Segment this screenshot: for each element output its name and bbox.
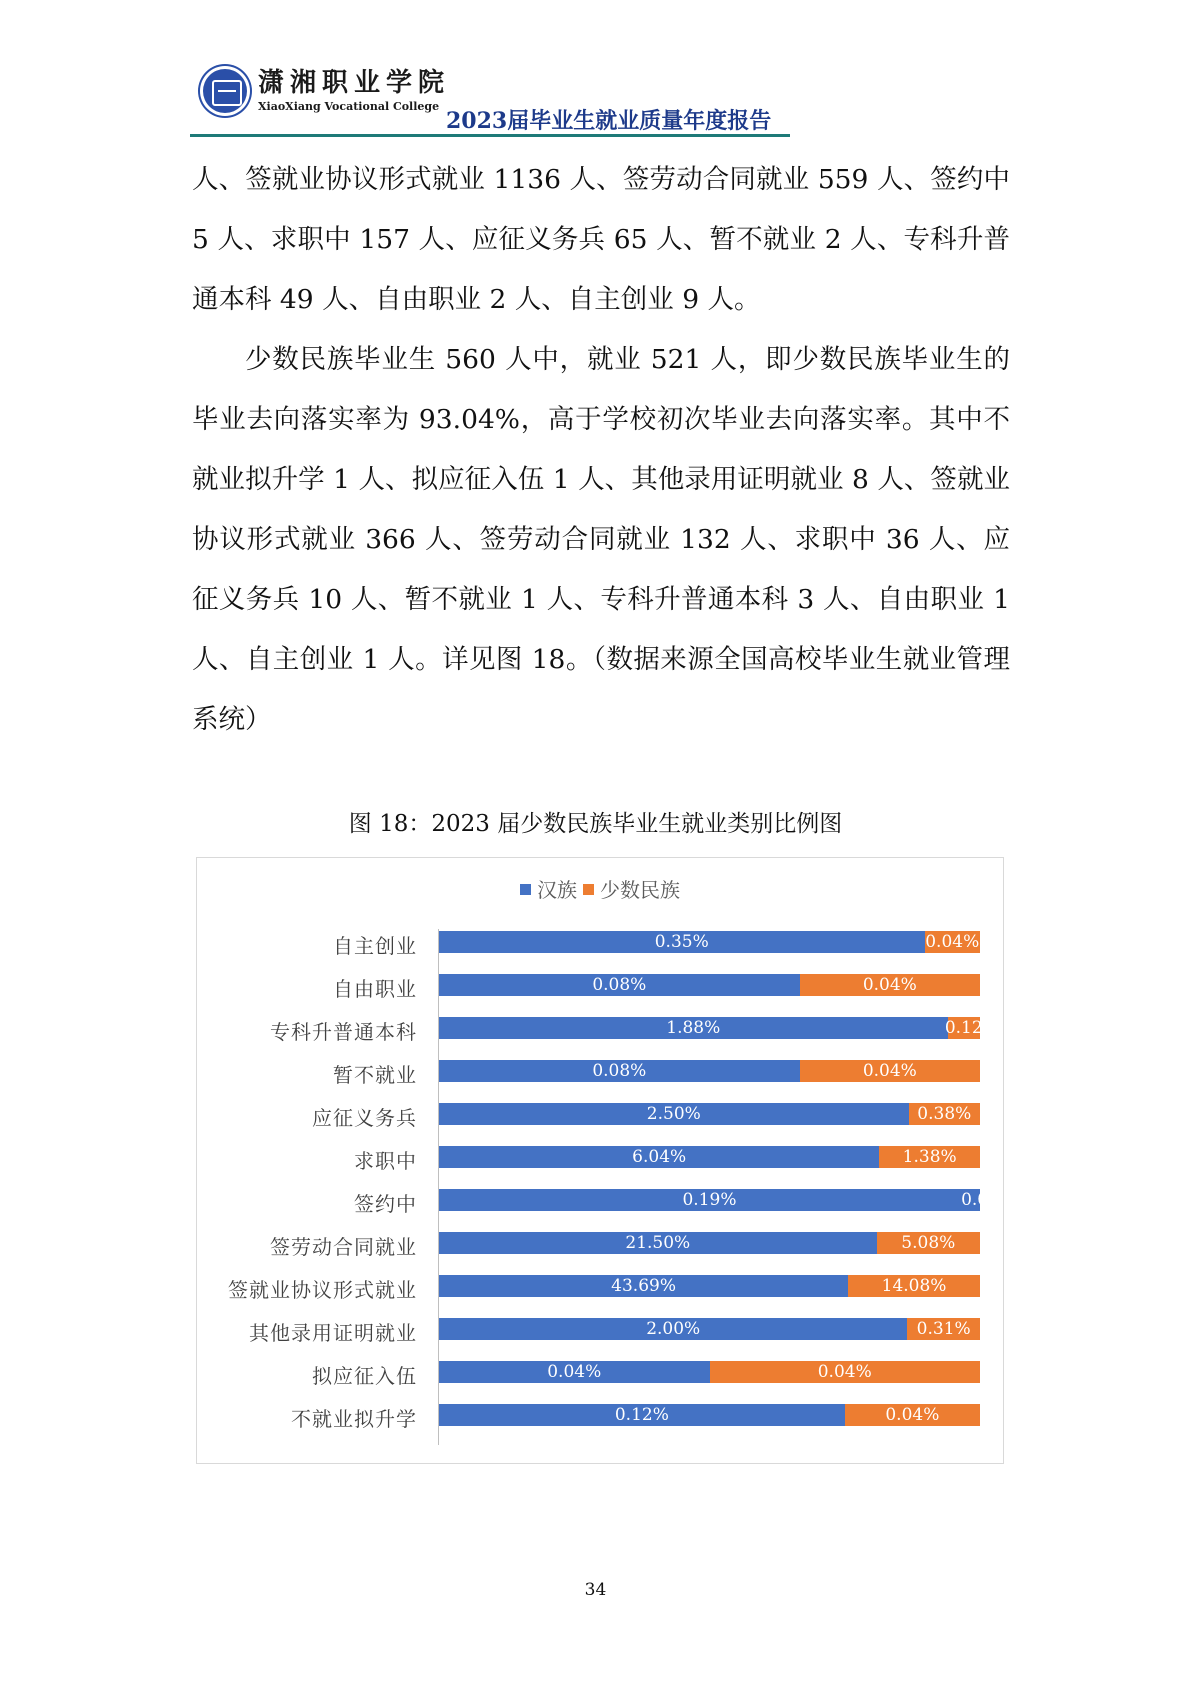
bar-segment-minority [879, 1146, 980, 1168]
header-divider [190, 134, 790, 137]
page-number: 34 [584, 1580, 607, 1600]
data-label: 5.08% [901, 1233, 956, 1253]
figure-caption: 图 18：2023 届少数民族毕业生就业类别比例图 [348, 811, 843, 837]
chart-row [197, 1357, 1003, 1400]
stacked-bar [439, 931, 980, 953]
data-label: 1.88% [666, 1018, 721, 1038]
bar-segment-minority [800, 974, 980, 996]
category-label: 暂不就业 [333, 1063, 417, 1087]
bar-segment-han [439, 1404, 845, 1426]
bar-segment-han [439, 1232, 877, 1254]
bar-segment-han [439, 1017, 948, 1039]
stacked-bar [439, 974, 980, 996]
bar-segment-minority [877, 1232, 980, 1254]
data-label: 0.04% [862, 1061, 917, 1081]
data-label: 0.31% [916, 1319, 971, 1339]
data-label: 0.12 [944, 1018, 983, 1038]
bar-segment-han [439, 1318, 907, 1340]
stacked-bar [439, 1361, 980, 1383]
category-label: 其他录用证明就业 [249, 1321, 417, 1345]
category-label: 不就业拟升学 [291, 1407, 417, 1431]
page-header [0, 0, 1191, 150]
bar-segment-minority [944, 1017, 983, 1039]
bar-segment-han [439, 1103, 909, 1125]
data-label: 0.04% [547, 1362, 602, 1382]
chart-row [197, 1013, 1003, 1056]
paragraph-1: 人、签就业协议形式就业 1136 人、签劳动合同就业 559 人、签约中 5 人、求职中 157 人、应征义务兵 65 人、暂不就业 2 人、专科升普通本科 49 人、自由职业 2 人、自主创业 9 人。 [192, 164, 1010, 315]
chart-row [197, 1400, 1003, 1443]
stacked-bar [439, 1404, 980, 1426]
category-label: 拟应征入伍 [312, 1364, 417, 1388]
data-label: 0.04% [925, 932, 980, 952]
chart-row [197, 1099, 1003, 1142]
paragraph-2: 少数民族毕业生 560 人中，就业 521 人，即少数民族毕业生的毕业去向落实率为 93.04%，高于学校初次毕业去向落实率。其中不就业拟升学 1 人、拟应征入伍 1 人、其他录用证明就业 8 人、签就业协议形式就业 366 人、签劳动合同就业 132 人、求职中 36 人、应征义务兵 10 人、暂不就业 1 人、专科升普通本科 3 人、自由职业 1 人、自主创业 1 人。详见图 18。（数据来源全国高校毕业生就业管理系统） [192, 344, 1010, 735]
bar-segment-han [439, 974, 800, 996]
data-label: 1.38% [902, 1147, 957, 1167]
chart-row [197, 1185, 1003, 1228]
bar-segment-han [439, 931, 925, 953]
bar-segment-han [439, 1361, 710, 1383]
category-label: 自由职业 [333, 977, 417, 1001]
data-label: 0.04% [885, 1405, 940, 1425]
chart-row [197, 1228, 1003, 1271]
data-label: 0.04% [817, 1362, 872, 1382]
data-label: 0.38% [917, 1104, 972, 1124]
legend-item-han [520, 874, 577, 903]
chart-row [197, 1314, 1003, 1357]
bar-segment-minority [925, 931, 980, 953]
bar-segment-han [439, 1189, 980, 1211]
college-logo-icon [200, 66, 250, 116]
legend-item-minority [583, 874, 680, 903]
legend-label-han: 汉族 [537, 878, 577, 902]
stacked-bar [439, 1017, 983, 1039]
data-label: 0.04% [862, 975, 917, 995]
bar-segment-minority [909, 1103, 980, 1125]
chart-row [197, 970, 1003, 1013]
data-label: 0.35% [654, 932, 709, 952]
bar-segment-minority [848, 1275, 980, 1297]
body-text [192, 150, 1010, 750]
category-label: 专科升普通本科 [270, 1020, 417, 1044]
category-label: 自主创业 [333, 934, 417, 958]
data-label: 2.50% [646, 1104, 701, 1124]
bar-segment-han [439, 1146, 879, 1168]
stacked-bar-chart [196, 857, 1004, 1464]
chart-row [197, 1056, 1003, 1099]
data-label: 14.08% [881, 1276, 947, 1296]
stacked-bar [439, 1189, 999, 1211]
category-label: 签劳动合同就业 [270, 1235, 417, 1259]
chart-row [197, 1271, 1003, 1314]
chart-row [197, 1142, 1003, 1185]
stacked-bar [439, 1232, 980, 1254]
data-label: 2.00% [646, 1319, 701, 1339]
data-label: 0.08% [592, 975, 647, 995]
bar-segment-minority [845, 1404, 980, 1426]
school-name-cn: 潇湘职业学院 [258, 68, 451, 98]
legend-swatch-han [520, 884, 531, 895]
bar-segment-han [439, 1275, 848, 1297]
bar-segment-minority [800, 1060, 980, 1082]
stacked-bar [439, 1275, 980, 1297]
data-label: 43.69% [611, 1276, 676, 1296]
data-label: 0.19% [682, 1190, 737, 1210]
data-label: 21.50% [625, 1233, 691, 1253]
data-label: 0.00 [961, 1190, 999, 1210]
category-label: 签约中 [354, 1192, 417, 1216]
data-label: 0.12% [614, 1405, 669, 1425]
category-label: 签就业协议形式就业 [228, 1278, 417, 1302]
legend-swatch-minority [583, 884, 594, 895]
chart-rows [197, 927, 1003, 1443]
stacked-bar [439, 1318, 980, 1340]
data-label: 0.08% [592, 1061, 647, 1081]
data-label: 6.04% [632, 1147, 687, 1167]
stacked-bar [439, 1103, 980, 1125]
category-label: 求职中 [354, 1149, 417, 1173]
category-label: 应征义务兵 [312, 1106, 417, 1130]
report-title: 2023届毕业生就业质量年度报告 [446, 108, 772, 134]
legend-label-minority: 少数民族 [600, 878, 680, 902]
school-name-en: XiaoXiang Vocational College [258, 100, 440, 113]
bar-segment-minority [907, 1318, 980, 1340]
chart-legend [197, 874, 1003, 903]
stacked-bar [439, 1146, 980, 1168]
stacked-bar [439, 1060, 980, 1082]
bar-segment-minority [710, 1361, 981, 1383]
bar-segment-han [439, 1060, 800, 1082]
chart-row [197, 927, 1003, 970]
